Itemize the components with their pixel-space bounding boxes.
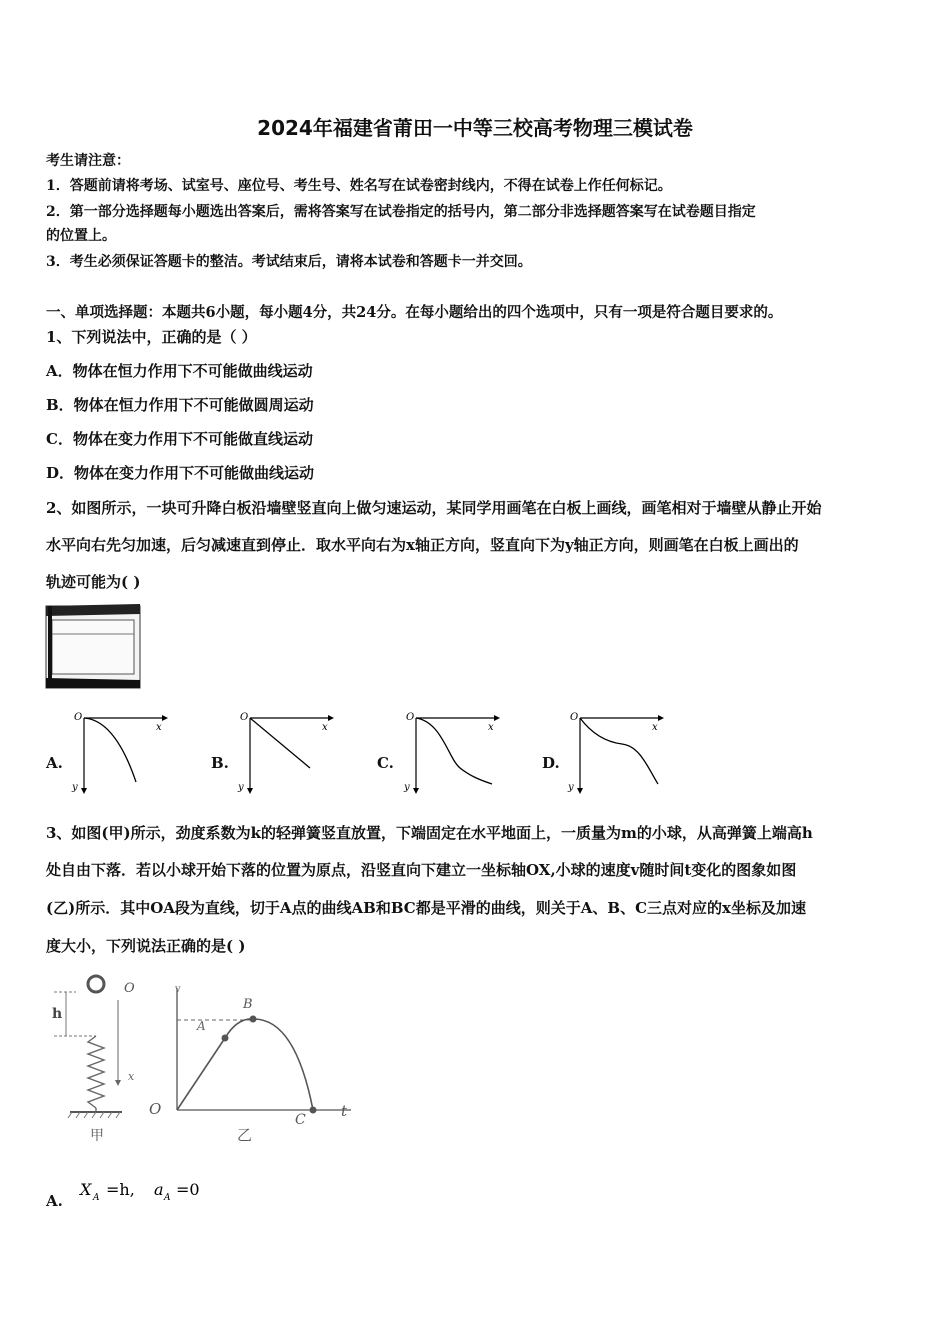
figure-yi-vt-graph xyxy=(145,978,360,1148)
question-1-option-c: C．物体在变力作用下不可能做直线运动 xyxy=(46,430,313,448)
question-2-option-c-label: C. xyxy=(377,754,394,772)
origin-label: O xyxy=(406,712,415,723)
trajectory-curve xyxy=(84,718,136,782)
x-axis-label: x xyxy=(322,722,328,733)
notice-item: 2．第一部分选择题每小题选出答案后，需将答案写在试卷指定的括号内，第二部分非选择题答案写在试卷题目指定 xyxy=(46,204,756,220)
question-2-line: 水平向右先匀加速，后匀减速直到停止．取水平向右为x轴正方向，竖直向下为y轴正方向，则画笔在白板上画出的 xyxy=(46,536,799,554)
figure-jia-spring xyxy=(46,970,156,1145)
y-axis-label: y xyxy=(72,782,78,793)
graph-option-a xyxy=(70,708,170,800)
question-1-option-d: D．物体在变力作用下不可能做曲线运动 xyxy=(46,464,315,482)
c-label: C xyxy=(295,1112,306,1128)
section-heading: 一、单项选择题：本题共6小题，每小题4分，共24分。在每小题给出的四个选项中，只有一项是符合题目要求的。 xyxy=(46,304,783,321)
origin-label: O xyxy=(74,712,83,723)
notice-heading: 考生请注意： xyxy=(46,153,130,169)
abc-curve xyxy=(225,1019,313,1110)
question-2-line: 2、如图所示，一块可升降白板沿墙壁竖直向上做匀速运动，某同学用画笔在白板上画线，画笔相对于墙壁从静止开始 xyxy=(46,499,822,517)
question-1-option-b: B．物体在恒力作用下不可能做圆周运动 xyxy=(46,396,314,414)
origin-label: O xyxy=(570,712,579,723)
ball-icon xyxy=(88,976,104,992)
question-3-line: 处自由下落．若以小球开始下落的位置为原点，沿竖直向下建立一坐标轴OX,小球的速度v随时间t变化的图象如图 xyxy=(46,861,797,879)
v-axis-label: v xyxy=(175,984,181,995)
equals-h: =h, xyxy=(106,1180,135,1199)
origin-label: O xyxy=(149,1100,162,1118)
notice-item: 1．答题前请将考场、试室号、座位号、考生号、姓名写在试卷密封线内，不得在试卷上作任何标记。 xyxy=(46,178,672,194)
question-1-option-a: A．物体在恒力作用下不可能做曲线运动 xyxy=(46,362,313,380)
x-axis-label: x xyxy=(488,722,494,733)
caption-jia: 甲 xyxy=(90,1128,104,1144)
spring xyxy=(88,1036,104,1108)
graph-option-b xyxy=(236,708,336,800)
question-3-option-a-formula xyxy=(76,1172,226,1208)
whiteboard-figure xyxy=(44,600,144,692)
graph-option-c xyxy=(402,708,502,800)
question-3-option-a-label: A. xyxy=(46,1192,63,1210)
y-axis-label: y xyxy=(568,782,574,793)
oa-segment xyxy=(177,1038,225,1110)
x-axis-label: x xyxy=(652,722,658,733)
x-axis-label: x xyxy=(156,722,162,733)
notice-item: 的位置上。 xyxy=(46,228,116,244)
x-symbol: X xyxy=(80,1180,92,1199)
t-axis-label: t xyxy=(341,1102,348,1120)
question-2-option-a-label: A. xyxy=(46,754,63,772)
trajectory-curve xyxy=(580,718,658,784)
o-label: O xyxy=(124,981,135,996)
origin-label: O xyxy=(240,712,249,723)
question-2-option-d-label: D. xyxy=(542,754,560,772)
b-label: B xyxy=(243,997,253,1012)
subscript-a: A xyxy=(93,1193,100,1203)
graph-option-d xyxy=(566,708,666,800)
question-3-line: 度大小，下列说法正确的是( ) xyxy=(46,937,246,955)
x-label: x xyxy=(128,1070,135,1083)
equals-zero: =0 xyxy=(176,1180,200,1199)
question-2-line: 轨迹可能为( ) xyxy=(46,573,141,591)
y-axis-label: y xyxy=(238,782,244,793)
a-label: A xyxy=(197,1019,206,1033)
h-label: h xyxy=(52,1006,63,1022)
page-title: 2024年福建省莆田一中等三校高考物理三模试卷 xyxy=(257,116,693,140)
subscript-a: A xyxy=(164,1193,171,1203)
question-2-option-b-label: B. xyxy=(211,754,229,772)
y-axis-label: y xyxy=(404,782,410,793)
caption-yi: 乙 xyxy=(237,1126,253,1144)
notice-item: 3．考生必须保证答题卡的整洁。考试结束后，请将本试卷和答题卡一并交回。 xyxy=(46,254,532,270)
question-1-stem: 1、下列说法中，正确的是（ ） xyxy=(46,328,257,346)
trajectory-line xyxy=(250,718,310,768)
trajectory-curve xyxy=(416,718,492,784)
a-symbol: a xyxy=(154,1180,164,1199)
question-3-line: (乙)所示．其中OA段为直线，切于A点的曲线AB和BC都是平滑的曲线，则关于A、B、C三点对应的x坐标及加速 xyxy=(46,899,806,917)
question-3-line: 3、如图(甲)所示，劲度系数为k的轻弹簧竖直放置，下端固定在水平地面上，一质量为m的小球，从高弹簧上端高h xyxy=(46,824,813,842)
